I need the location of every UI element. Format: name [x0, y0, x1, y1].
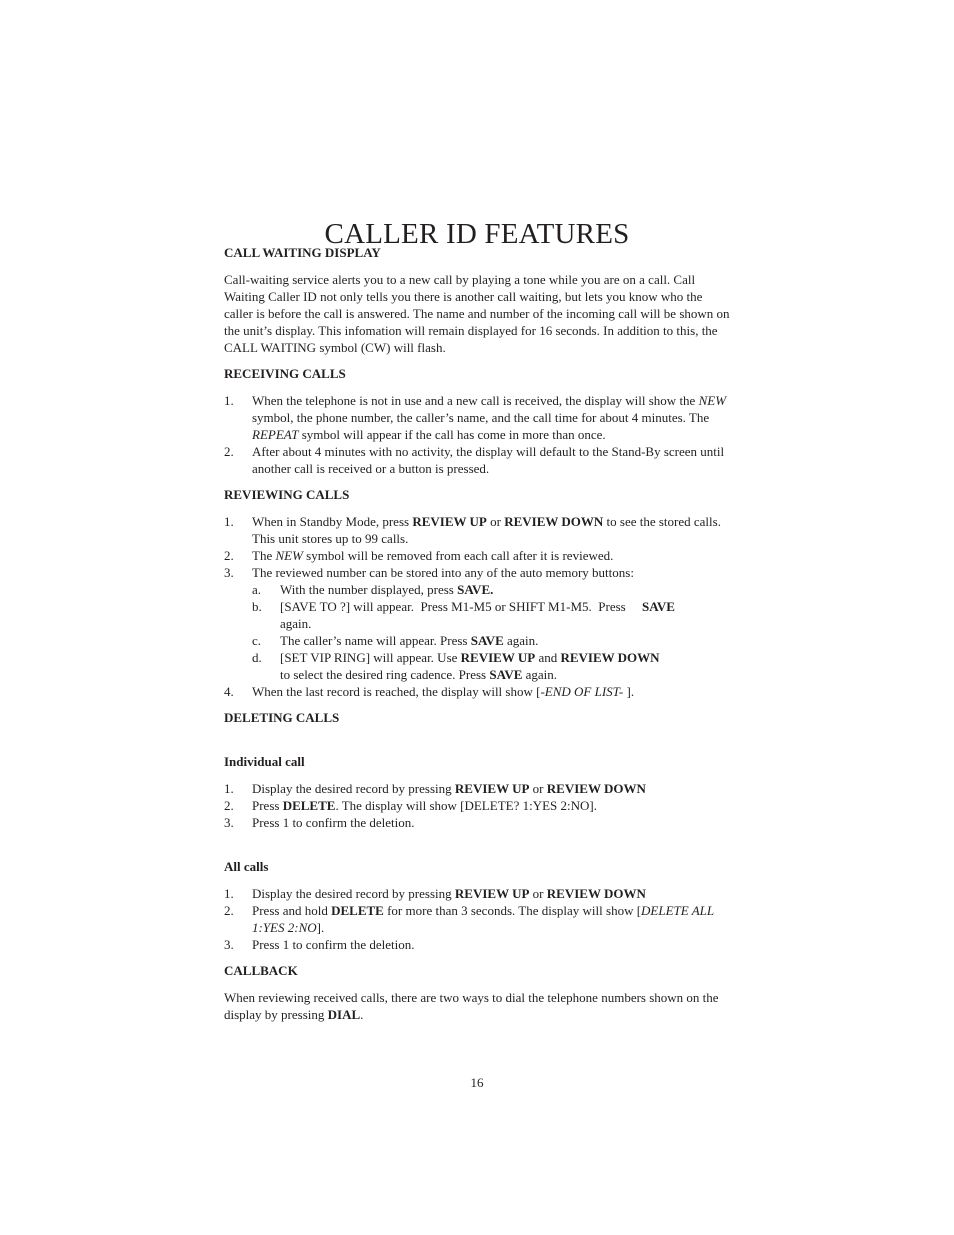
list-item: 4. When the last record is reached, the display will show [-END OF LIST- ].	[224, 684, 635, 699]
callback-heading: CALLBACK	[224, 963, 298, 978]
item-number: 1.	[224, 393, 234, 408]
all-calls-list	[224, 885, 734, 953]
call-waiting-body: Call-waiting service alerts you to a new call by playing a tone while you are on a call. Call Waiting Caller ID not only tells you there is another call waiting, but lets you know who the caller is before the call is answered. The name and number of the incoming call will be shown on the unit’s display. This infomation will remain displayed for 16 seconds. In addition to this, the CALL WAITING symbol (CW) will flash.	[224, 272, 730, 355]
callback-body: When reviewing received calls, there are two ways to dial the telephone numbers shown on the display by pressing DIAL.	[224, 990, 719, 1022]
page-title: CALLER ID FEATURES	[324, 218, 630, 251]
sub-list-item: a. With the number displayed, press SAVE.	[252, 582, 494, 597]
item-number: 3.	[224, 937, 234, 952]
sub-list-item: b. [SAVE TO ?] will appear. Press M1-M5 or SHIFT M1-M5. Press SAVE again.	[252, 599, 675, 631]
list-item: 2. After about 4 minutes with no activity, the display will default to the Stand-By screen until another call is received or a button is pressed.	[224, 444, 725, 476]
item-letter: d.	[252, 650, 262, 665]
sub-list-item: c. The caller’s name will appear. Press SAVE again.	[252, 633, 539, 648]
item-number: 1.	[224, 514, 234, 529]
new-symbol-text: NEW	[698, 393, 727, 408]
list-item: 1. Display the desired record by pressing REVIEW UP or REVIEW DOWN	[224, 781, 646, 796]
item-number: 4.	[224, 684, 234, 699]
item-number: 1.	[224, 781, 234, 796]
call-waiting-heading: CALL WAITING DISPLAY	[224, 245, 381, 260]
list-item: 2. The NEW symbol will be removed from each call after it is reviewed.	[224, 548, 614, 563]
list-item: 2. Press and hold DELETE for more than 3 seconds. The display will show [DELETE ALL 1:YES 2:NO].	[224, 903, 714, 935]
list-item: 3. Press 1 to confirm the deletion.	[224, 815, 415, 830]
list-item: 1. When in Standby Mode, press REVIEW UP or REVIEW DOWN to see the stored calls. This unit stores up to 99 calls.	[224, 514, 721, 546]
sub-list-item: d. [SET VIP RING] will appear. Use REVIEW UP and REVIEW DOWN to select the desired ring cadence. Press SAVE again.	[252, 650, 660, 682]
deleting-calls-heading: DELETING CALLS	[224, 710, 340, 725]
item-number: 2.	[224, 444, 234, 459]
document-body	[224, 244, 734, 1032]
individual-call-heading: Individual call	[224, 754, 305, 769]
list-item: 2. Press DELETE. The display will show [DELETE? 1:YES 2:NO].	[224, 798, 597, 813]
receiving-calls-heading: RECEIVING CALLS	[224, 366, 346, 381]
item-letter: a.	[252, 582, 262, 597]
list-item: 3. The reviewed number can be stored into any of the auto memory buttons: a. With the number displayed, press SAVE. b. [SAVE TO ?] will appear. Press M1-M5 or SHIFT M1-M5. Press SAVE again. c. The caller’s name will appear. Press SAVE again. d. [SET VIP RING] will appear. Use REVIEW UP and REVIEW DOWN to select the desired ring cadence. Press SAVE again.	[224, 564, 734, 683]
sub-list	[252, 581, 734, 683]
item-letter: c.	[252, 633, 262, 648]
list-item: 1. Display the desired record by pressing REVIEW UP or REVIEW DOWN	[224, 886, 646, 901]
item-number: 1.	[224, 886, 234, 901]
receiving-calls-list	[224, 392, 734, 477]
individual-call-list	[224, 780, 734, 831]
reviewing-calls-list	[224, 513, 734, 700]
list-item: 3. Press 1 to confirm the deletion.	[224, 937, 415, 952]
reviewing-calls-heading: REVIEWING CALLS	[224, 487, 350, 502]
repeat-symbol-text: REPEAT	[252, 427, 299, 442]
item-number: 2.	[224, 548, 234, 563]
item-number: 3.	[224, 565, 234, 580]
item-number: 2.	[224, 798, 234, 813]
item-number: 2.	[224, 903, 234, 918]
page-number: 16	[470, 1075, 484, 1090]
list-item: 1. When the telephone is not in use and a new call is received, the display will show the NEW symbol, the phone number, the caller’s name, and the call time for about 4 minutes. The REPEAT symbol will appear if the call has come in more than once.	[224, 393, 727, 442]
item-number: 3.	[224, 815, 234, 830]
all-calls-heading: All calls	[224, 859, 269, 874]
item-letter: b.	[252, 599, 262, 614]
